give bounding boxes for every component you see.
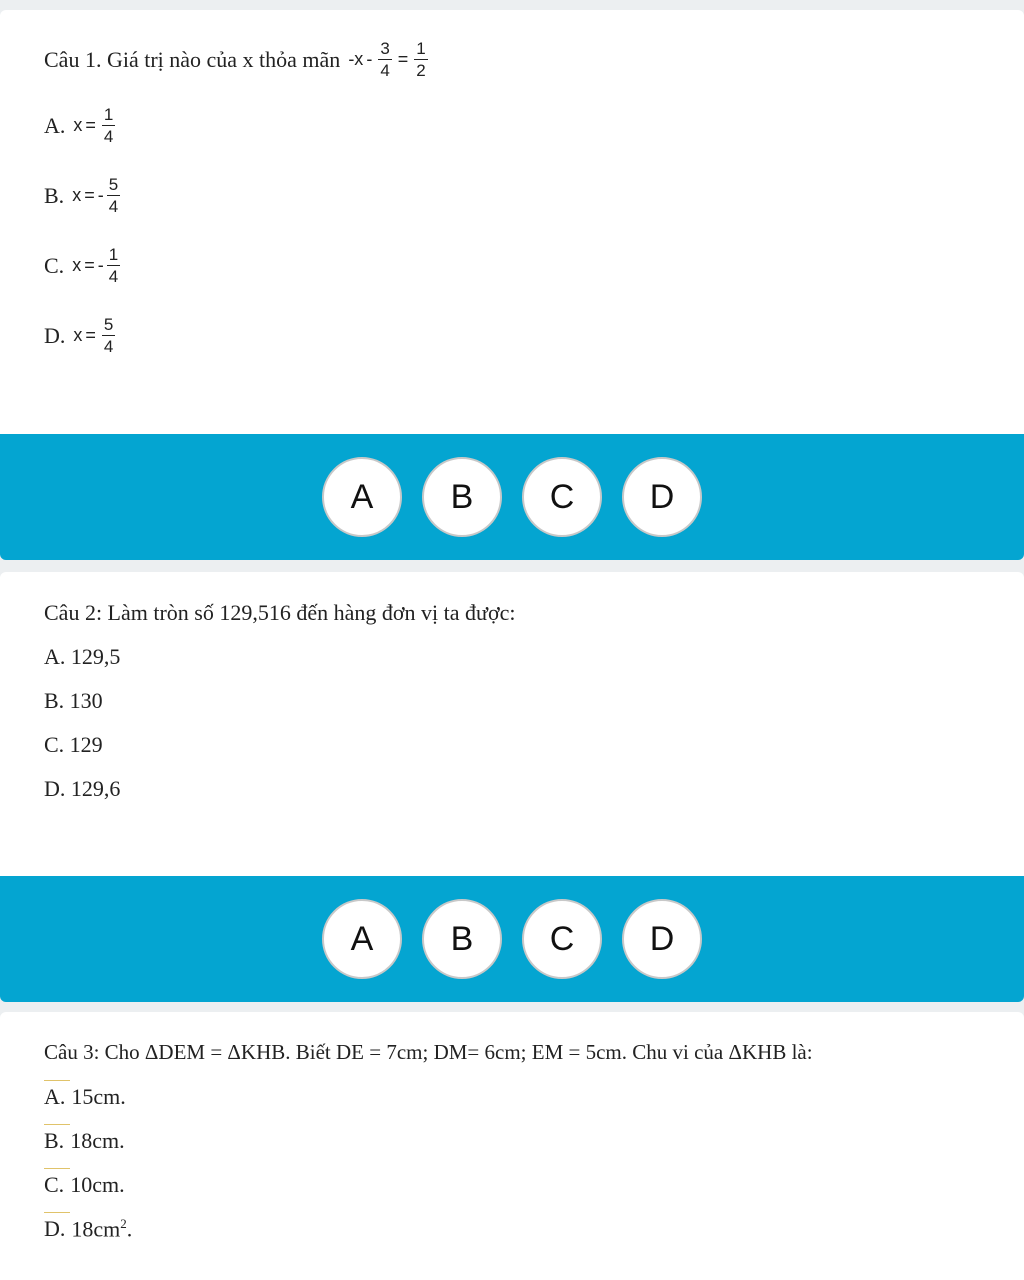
question-3-card [0,1012,1024,1280]
option-letter: A. [44,112,66,138]
fraction-numerator: 1 [416,39,426,58]
answer-1-button-b[interactable]: B [422,457,502,537]
option-expression [72,176,123,215]
option-value [71,1216,132,1242]
question-1-card [0,10,1024,434]
question-1-prefix: Câu 1. Giá trị nào của x thỏa mãn [44,46,341,72]
option-equals: = [84,185,95,205]
question-3-text: Câu 3: Cho ΔDEM = ΔKHB. Biết DE = 7cm; DM= 6cm; EM = 5cm. Chu vi của ΔKHB là: [44,1040,813,1064]
question-3-option-d [44,1216,132,1242]
eq-equals: = [397,49,409,69]
question-3-option-a [44,1084,126,1110]
option-value-tail: . [126,1216,133,1242]
option-variable: x [72,255,82,275]
question-1-text [44,40,431,79]
option-value: 10cm. [70,1172,125,1197]
option-letter: B. [44,1128,65,1153]
question-2-option-c: C. 129 [44,732,103,757]
question-3-option-b [44,1128,125,1154]
option-expression [73,106,118,145]
answer-2-button-b[interactable]: B [422,899,502,979]
option-variable: x [73,115,83,135]
eq-fraction-2 [414,40,427,79]
option-expression [73,316,118,355]
eq-minus: - [366,49,373,69]
question-2-option-b: B. 130 [44,688,103,713]
option-value: 18cm. [70,1128,125,1153]
answer-bar-1 [0,434,1024,560]
option-fraction [107,176,120,215]
answer-2-button-c[interactable]: C [522,899,602,979]
fraction-denominator: 4 [103,337,114,356]
option-fraction [102,316,115,355]
option-value-base: 18cm [71,1216,121,1242]
option-variable: x [72,185,82,205]
answer-1-button-c[interactable]: C [522,457,602,537]
option-letter: D. [44,322,66,348]
question-1-option-c [44,246,123,285]
question-1-option-a [44,106,118,145]
option-superscript: 2 [120,1216,127,1231]
option-letter: A. [44,1084,66,1109]
answer-1-button-a[interactable]: A [322,457,402,537]
fraction-numerator: 1 [103,105,114,124]
answer-2-button-a[interactable]: A [322,899,402,979]
question-2-card [0,572,1024,876]
option-sign: - [97,185,104,205]
eq-fraction-1 [378,40,391,79]
fraction-numerator: 3 [380,39,390,58]
option-value: 15cm. [71,1084,126,1109]
eq-variable: -x [348,49,364,69]
option-fraction [102,106,115,145]
fraction-denominator: 2 [416,61,426,80]
fraction-denominator: 4 [108,267,119,286]
fraction-numerator: 5 [108,175,119,194]
option-expression [72,246,123,285]
question-1-option-b [44,176,123,215]
fraction-numerator: 5 [103,315,114,334]
option-sign: - [97,255,104,275]
option-equals: = [85,115,96,135]
fraction-denominator: 4 [108,197,119,216]
fraction-numerator: 1 [108,245,119,264]
option-equals: = [85,325,96,345]
question-3-option-c [44,1172,125,1198]
option-fraction [107,246,120,285]
option-letter: C. [44,252,65,278]
option-equals: = [84,255,95,275]
question-1-equation [348,40,430,79]
option-variable: x [73,325,83,345]
question-2-option-a: A. 129,5 [44,644,121,669]
answer-bar-2 [0,876,1024,1002]
fraction-denominator: 4 [380,61,390,80]
option-letter: D. [44,1216,66,1242]
fraction-denominator: 4 [103,127,114,146]
question-1-option-d [44,316,118,355]
question-2-option-d: D. 129,6 [44,776,121,801]
answer-2-button-d[interactable]: D [622,899,702,979]
question-2-text: Câu 2: Làm tròn số 129,516 đến hàng đơn vị ta được: [44,600,516,625]
option-letter: B. [44,182,65,208]
answer-1-button-d[interactable]: D [622,457,702,537]
option-letter: C. [44,1172,65,1197]
